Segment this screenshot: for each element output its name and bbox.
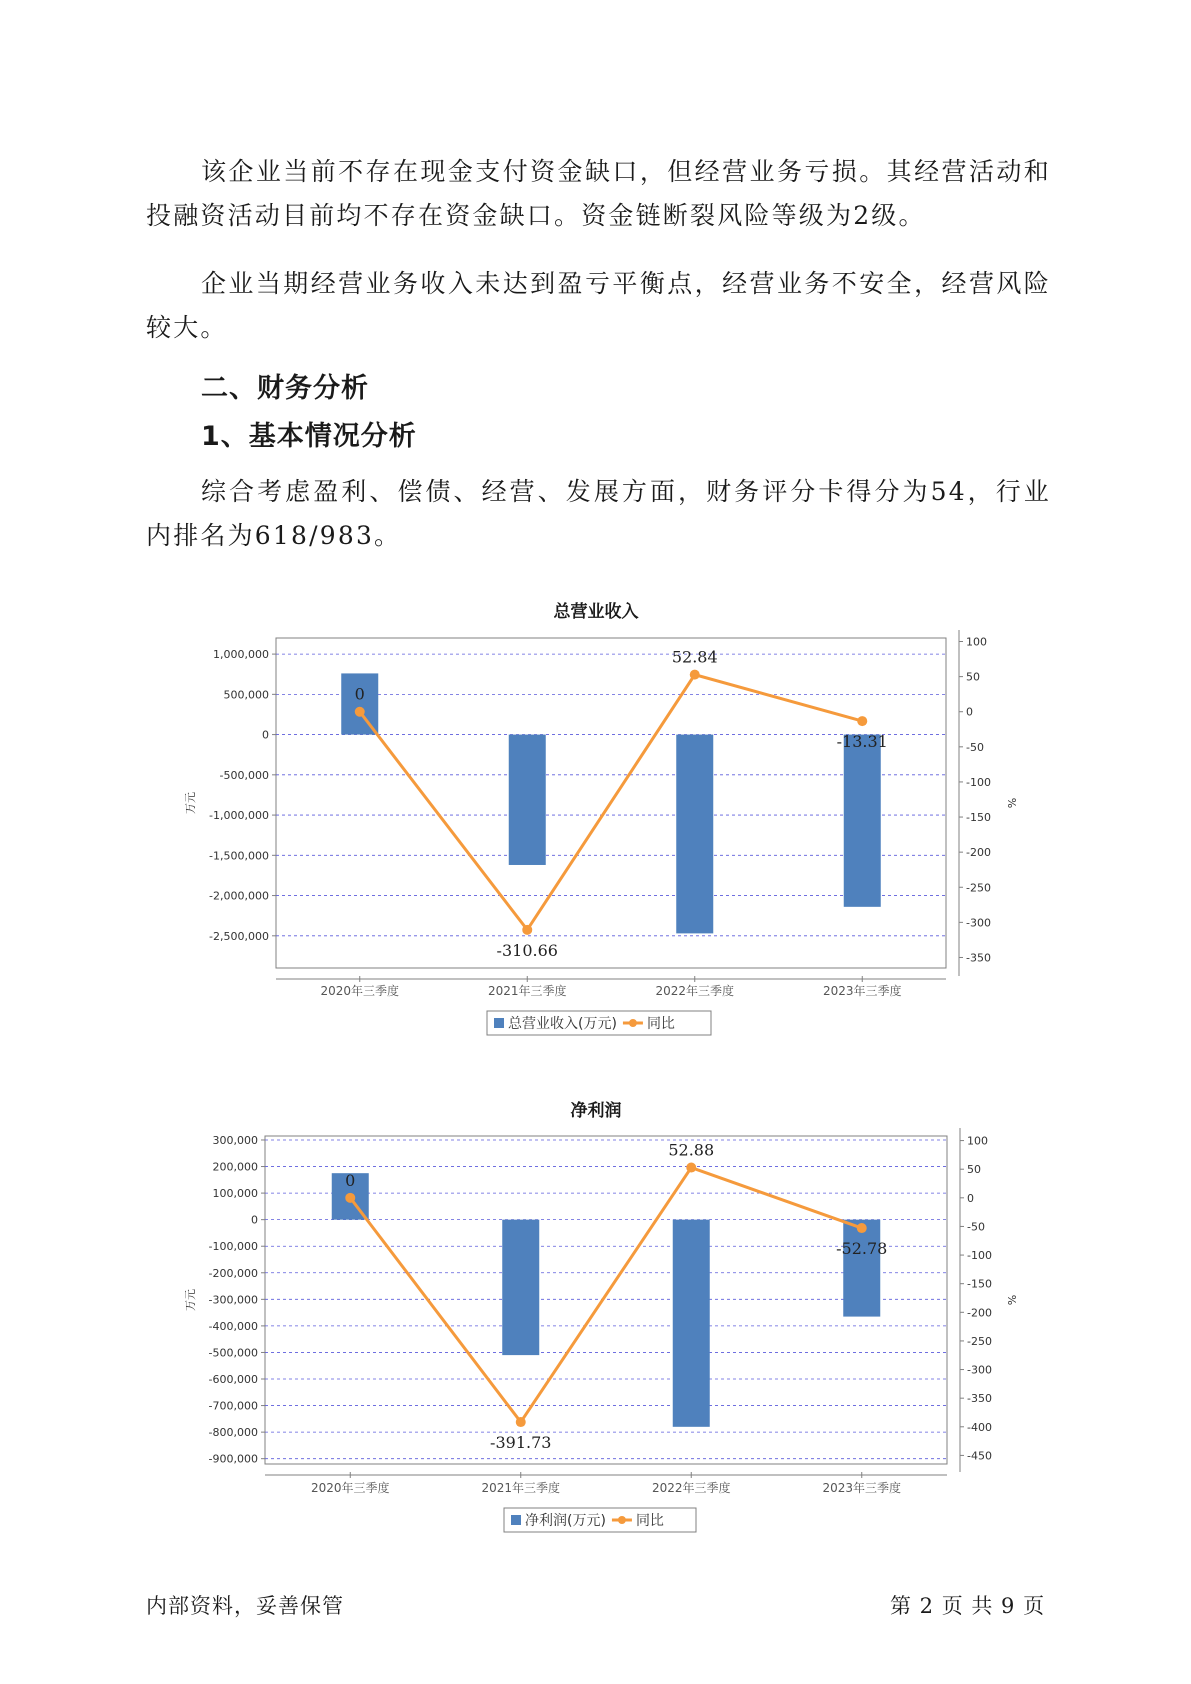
y-tick-label: 500,000 — [223, 688, 269, 702]
section-heading: 二、财务分析 — [201, 373, 369, 404]
line-point — [345, 1193, 355, 1203]
y-tick-label: 0 — [262, 728, 269, 742]
legend-bar-label: 总营业收入(万元) — [508, 1016, 617, 1032]
y-tick-label: -600,000 — [208, 1373, 258, 1387]
legend-bar-swatch — [494, 1018, 504, 1028]
bar-总营业收入(万元) — [509, 735, 546, 865]
data-label: 52.88 — [668, 1140, 715, 1160]
y2-tick-label: 50 — [966, 670, 980, 684]
y2-tick-label: -50 — [967, 1220, 985, 1234]
line-point — [522, 925, 532, 935]
y-tick-label: 1,000,000 — [213, 648, 269, 662]
y-tick-label: 0 — [251, 1213, 258, 1227]
line-point — [355, 707, 365, 717]
y-tick-label: -300,000 — [208, 1293, 258, 1307]
line-point — [516, 1417, 526, 1427]
y2-axis-title: % — [1005, 1294, 1018, 1306]
y2-tick-label: -100 — [966, 775, 991, 789]
bar-净利润(万元) — [673, 1220, 710, 1427]
data-label: -310.66 — [496, 940, 558, 960]
x-tick-label: 2021年三季度 — [481, 1481, 561, 1495]
data-label: 52.84 — [671, 647, 718, 667]
x-tick-label: 2023年三季度 — [822, 984, 902, 998]
y-tick-label: -1,000,000 — [209, 809, 269, 823]
y2-tick-label: 100 — [966, 635, 987, 649]
line-point — [690, 670, 700, 680]
paragraph-break-even: 企业当期经营业务收入未达到盈亏平衡点，经营业务不安全，经营风险较大。 — [146, 269, 1051, 342]
y-tick-label: -200,000 — [208, 1266, 258, 1280]
line-point — [857, 1223, 867, 1233]
x-tick-label: 2022年三季度 — [655, 984, 735, 998]
y-tick-label: -700,000 — [208, 1399, 258, 1413]
data-label: -391.73 — [490, 1433, 552, 1453]
legend-line-label: 同比 — [635, 1513, 664, 1529]
y2-tick-label: 100 — [967, 1134, 988, 1148]
y2-tick-label: -400 — [967, 1420, 992, 1434]
y2-axis-title: % — [1005, 797, 1018, 809]
y2-tick-label: -200 — [966, 846, 991, 860]
y2-tick-label: -300 — [967, 1363, 992, 1377]
y2-tick-label: -150 — [966, 811, 991, 825]
y2-tick-label: -250 — [967, 1334, 992, 1348]
legend-line-marker — [618, 1516, 626, 1524]
data-label: -52.78 — [836, 1239, 888, 1259]
x-tick-label: 2023年三季度 — [822, 1481, 902, 1495]
bar-总营业收入(万元) — [844, 735, 881, 907]
y2-tick-label: -50 — [966, 740, 984, 754]
line-point — [857, 716, 867, 726]
y2-tick-label: 0 — [966, 705, 973, 719]
y2-tick-label: -200 — [967, 1306, 992, 1320]
y2-tick-label: -150 — [967, 1277, 992, 1291]
y2-tick-label: -350 — [966, 951, 991, 965]
chart-title-revenue: 总营业收入 — [553, 602, 639, 622]
x-tick-label: 2022年三季度 — [651, 1481, 731, 1495]
y2-tick-label: -300 — [966, 916, 991, 930]
y-tick-label: -2,500,000 — [209, 929, 269, 943]
footer-page-number: 第 2 页 共 9 页 — [890, 1594, 1046, 1618]
x-tick-label: 2020年三季度 — [320, 984, 400, 998]
bar-净利润(万元) — [843, 1220, 880, 1317]
y2-tick-label: -450 — [967, 1449, 992, 1463]
y2-tick-label: -350 — [967, 1392, 992, 1406]
data-label: 0 — [354, 684, 365, 704]
legend-bar-swatch — [511, 1515, 521, 1525]
y-axis-title: 万元 — [184, 792, 197, 814]
y-tick-label: -100,000 — [208, 1240, 258, 1254]
y2-tick-label: -250 — [966, 881, 991, 895]
y2-tick-label: 50 — [967, 1163, 981, 1177]
y2-tick-label: 0 — [967, 1191, 974, 1205]
y-tick-label: 100,000 — [212, 1187, 258, 1201]
y-tick-label: 200,000 — [212, 1160, 258, 1174]
bar-总营业收入(万元) — [676, 735, 713, 934]
y-tick-label: -2,000,000 — [209, 889, 269, 903]
subsection-heading: 1、基本情况分析 — [201, 421, 417, 452]
line-point — [686, 1163, 696, 1173]
legend-bar-label: 净利润(万元) — [525, 1513, 606, 1529]
data-label: 0 — [345, 1170, 356, 1190]
footer-confidential: 内部资料，妥善保管 — [146, 1594, 344, 1618]
y-axis-title: 万元 — [184, 1289, 197, 1311]
chart-title-net-profit: 净利润 — [570, 1101, 622, 1121]
paragraph-funding-gap: 该企业当前不存在现金支付资金缺口，但经营业务亏损。其经营活动和投融资活动目前均不存在资金缺口。资金链断裂风险等级为2级。 — [146, 157, 1051, 230]
y-tick-label: -900,000 — [208, 1452, 258, 1466]
legend-line-marker — [629, 1019, 637, 1027]
x-tick-label: 2020年三季度 — [310, 1481, 390, 1495]
y-tick-label: -500,000 — [208, 1346, 258, 1360]
y-tick-label: -800,000 — [208, 1426, 258, 1440]
y-tick-label: -400,000 — [208, 1319, 258, 1333]
x-tick-label: 2021年三季度 — [487, 984, 567, 998]
y-tick-label: -1,500,000 — [209, 849, 269, 863]
paragraph-scorecard: 综合考虑盈利、偿债、经营、发展方面，财务评分卡得分为54，行业内排名为618/983。 — [146, 477, 1051, 550]
bar-总营业收入(万元) — [341, 673, 378, 734]
y2-tick-label: -100 — [967, 1249, 992, 1263]
y-tick-label: 300,000 — [212, 1133, 258, 1147]
legend-line-label: 同比 — [646, 1016, 675, 1032]
bar-净利润(万元) — [502, 1220, 539, 1355]
data-label: -13.31 — [836, 732, 888, 752]
y-tick-label: -500,000 — [219, 768, 269, 782]
